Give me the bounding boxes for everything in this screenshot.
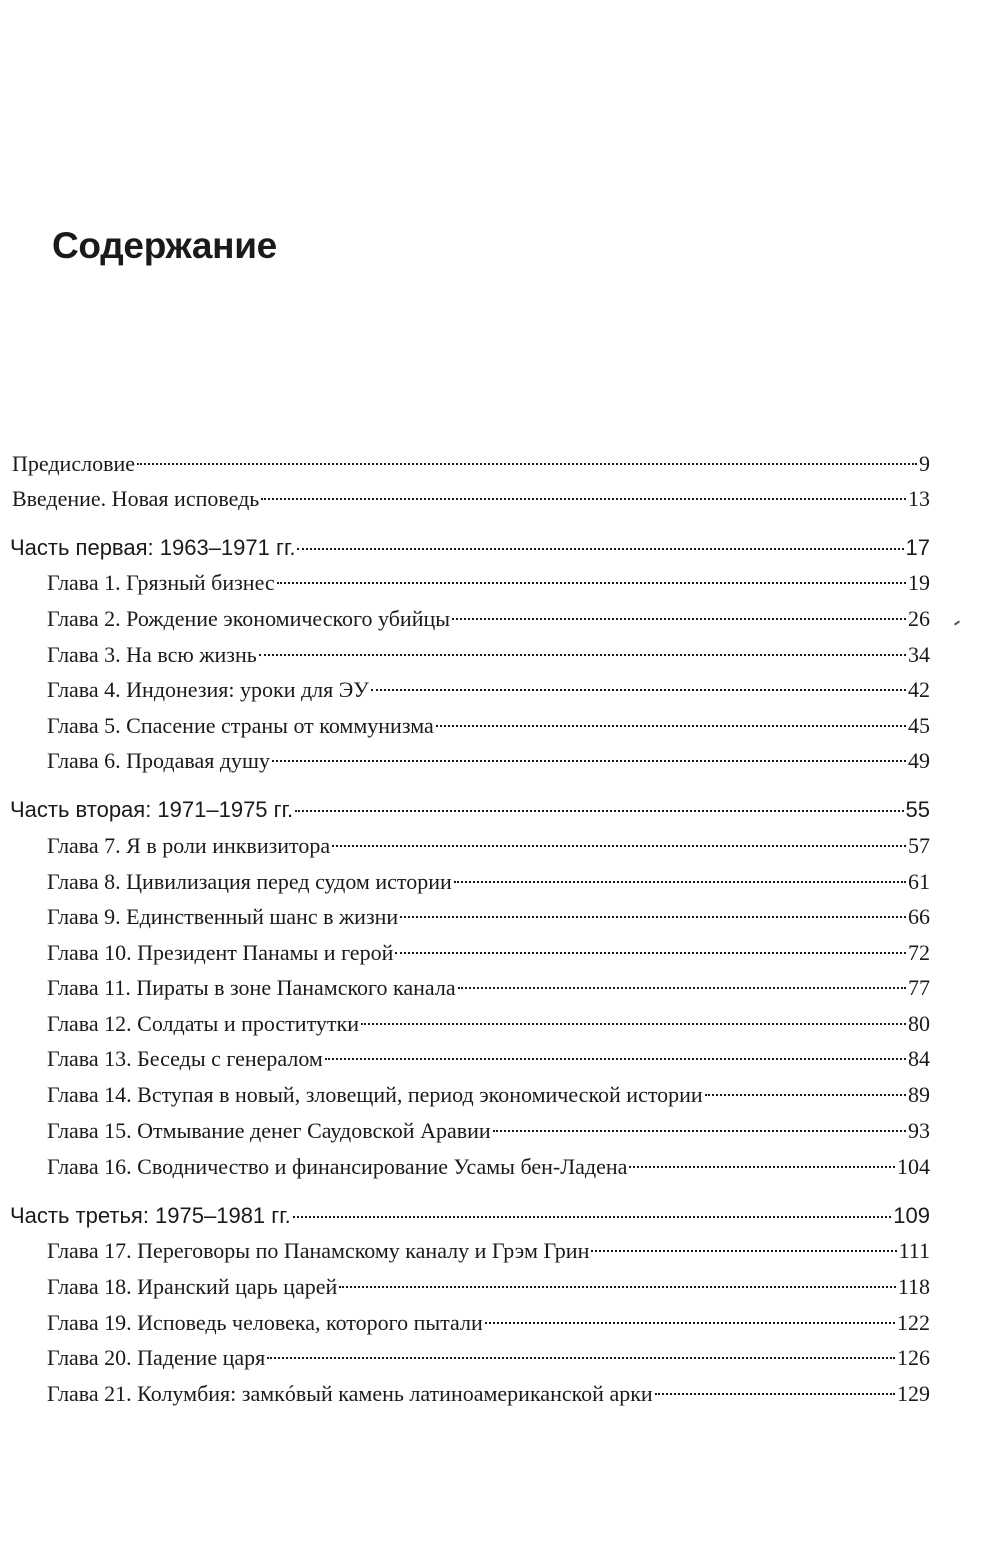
toc-entry-label: Глава 3. На всю жизнь [47, 642, 257, 667]
dot-leader [485, 1322, 895, 1324]
toc-entry-label: Глава 17. Переговоры по Панамскому каналу и Грэм Грин [47, 1238, 590, 1263]
toc-entry-page: 42 [908, 677, 930, 702]
toc-chapter-entry[interactable] [47, 868, 930, 896]
toc-part-page: 109 [893, 1203, 930, 1228]
toc-part-page: 17 [905, 535, 930, 560]
toc-entry-label: Глава 11. Пираты в зоне Панамского канала [47, 975, 456, 1000]
toc-part-heading[interactable] [10, 796, 930, 824]
toc-entry-label: Глава 8. Цивилизация перед судом истории [47, 869, 452, 894]
toc-chapter-entry[interactable] [47, 1237, 930, 1265]
dot-leader [267, 1357, 895, 1359]
dot-leader [454, 881, 906, 883]
toc-entry-label: Глава 20. Падение царя [47, 1345, 266, 1370]
toc-entry-page: 118 [897, 1274, 930, 1299]
toc-chapter-entry[interactable] [47, 1081, 930, 1109]
toc-entry-page: 13 [908, 486, 930, 511]
dot-leader [458, 987, 906, 989]
toc-part-page: 55 [905, 797, 930, 822]
dot-leader [361, 1023, 906, 1025]
toc-chapter-entry[interactable] [47, 1010, 930, 1038]
dot-leader [591, 1250, 896, 1252]
toc-entry-page: 19 [908, 570, 930, 595]
dot-leader [295, 810, 903, 812]
toc-entry-label: Глава 9. Единственный шанс в жизни [47, 904, 399, 929]
toc-entry-page: 49 [908, 748, 930, 773]
toc-entry-page: 66 [908, 904, 930, 929]
dot-leader [261, 498, 906, 500]
toc-entry-page: 80 [908, 1011, 930, 1036]
dot-leader [259, 654, 906, 656]
toc-chapter-entry[interactable] [47, 1380, 930, 1408]
toc-chapter-entry[interactable] [47, 641, 930, 669]
toc-entry-label: Глава 16. Сводничество и финансирование Усамы бен-Ладена [47, 1154, 628, 1179]
dot-leader [297, 548, 903, 550]
toc-chapter-entry[interactable] [47, 1153, 930, 1181]
dot-leader [293, 1216, 892, 1218]
toc-chapter-entry[interactable] [47, 1344, 930, 1372]
toc-entry-page: 34 [908, 642, 930, 667]
toc-entry-page: 122 [897, 1310, 930, 1335]
toc-chapter-entry[interactable] [47, 605, 930, 633]
toc-entry-label: Глава 18. Иранский царь царей [47, 1274, 338, 1299]
toc-entry-label: Глава 4. Индонезия: уроки для ЭУ [47, 677, 369, 702]
dot-leader [452, 618, 906, 620]
toc-chapter-entry[interactable] [47, 676, 930, 704]
toc-chapter-entry[interactable] [47, 1273, 930, 1301]
toc-entry-page: 93 [908, 1118, 930, 1143]
toc-entry-label: Предисловие [12, 451, 135, 476]
toc-chapter-entry[interactable] [47, 712, 930, 740]
toc-entry-label: Глава 21. Колумбия: замкóвый камень латиноамериканской арки [47, 1381, 653, 1406]
toc-entry-page: 89 [908, 1082, 930, 1107]
toc-entry-label: Глава 13. Беседы с генералом [47, 1046, 323, 1071]
toc-chapter-entry[interactable] [47, 1045, 930, 1073]
toc-entry-page: 111 [898, 1238, 930, 1263]
dot-leader [629, 1166, 895, 1168]
toc-chapter-entry[interactable] [47, 832, 930, 860]
toc-entry-page: 26 [908, 606, 930, 631]
toc-entry-label: Глава 5. Спасение страны от коммунизма [47, 713, 434, 738]
toc-part-heading[interactable] [10, 534, 930, 562]
toc-entry-label: Глава 10. Президент Панамы и герой [47, 940, 394, 965]
toc-chapter-entry[interactable] [47, 1309, 930, 1337]
toc-entry-page: 126 [897, 1345, 930, 1370]
toc-entry-label: Глава 15. Отмывание денег Саудовской Аравии [47, 1118, 491, 1143]
toc-chapter-entry[interactable] [47, 903, 930, 931]
toc-part-label: Часть первая: 1963–1971 гг. [10, 535, 296, 560]
toc-chapter-entry[interactable] [47, 747, 930, 775]
toc-entry-page: 72 [908, 940, 930, 965]
toc-chapter-entry[interactable] [47, 569, 930, 597]
toc-entry-page: 61 [908, 869, 930, 894]
dot-leader [436, 725, 906, 727]
dot-leader [325, 1058, 906, 1060]
toc-entry-label: Глава 19. Исповедь человека, которого пытали [47, 1310, 483, 1335]
toc-part-label: Часть вторая: 1971–1975 гг. [10, 797, 294, 822]
toc-entry-label: Глава 6. Продавая душу [47, 748, 270, 773]
dot-leader [371, 689, 906, 691]
dot-leader [339, 1286, 896, 1288]
toc-entry-page: 84 [908, 1046, 930, 1071]
dot-leader [493, 1130, 906, 1132]
toc-entry-label: Введение. Новая исповедь [12, 486, 260, 511]
toc-entry-label: Глава 12. Солдаты и проститутки [47, 1011, 359, 1036]
dot-leader [332, 845, 906, 847]
toc-entry-label: Глава 1. Грязный бизнес [47, 570, 275, 595]
dot-leader [705, 1094, 906, 1096]
dot-leader [137, 463, 917, 465]
dot-leader [655, 1393, 895, 1395]
toc-entry-page: 57 [908, 833, 930, 858]
toc-entry-label: Глава 7. Я в роли инквизитора [47, 833, 331, 858]
toc-entry-label: Глава 14. Вступая в новый, зловещий, период экономической истории [47, 1082, 703, 1107]
dot-leader [277, 582, 906, 584]
dot-leader [400, 916, 906, 918]
toc-entry-page: 77 [908, 975, 930, 1000]
toc-chapter-entry[interactable] [47, 1117, 930, 1145]
toc-entry-preface[interactable] [12, 450, 930, 478]
toc-chapter-entry[interactable] [47, 939, 930, 967]
toc-entry-page: 9 [919, 451, 930, 476]
toc-entry-page: 129 [897, 1381, 930, 1406]
toc-chapter-entry[interactable] [47, 974, 930, 1002]
toc-entry-introduction[interactable] [12, 485, 930, 513]
dot-leader [272, 760, 906, 762]
toc-entry-page: 45 [908, 713, 930, 738]
toc-entry-page: 104 [897, 1154, 930, 1179]
toc-part-heading[interactable] [10, 1202, 930, 1230]
toc-entry-label: Глава 2. Рождение экономического убийцы [47, 606, 451, 631]
toc-part-label: Часть третья: 1975–1981 гг. [10, 1203, 291, 1228]
page-title: Содержание [52, 225, 277, 266]
dot-leader [395, 952, 906, 954]
